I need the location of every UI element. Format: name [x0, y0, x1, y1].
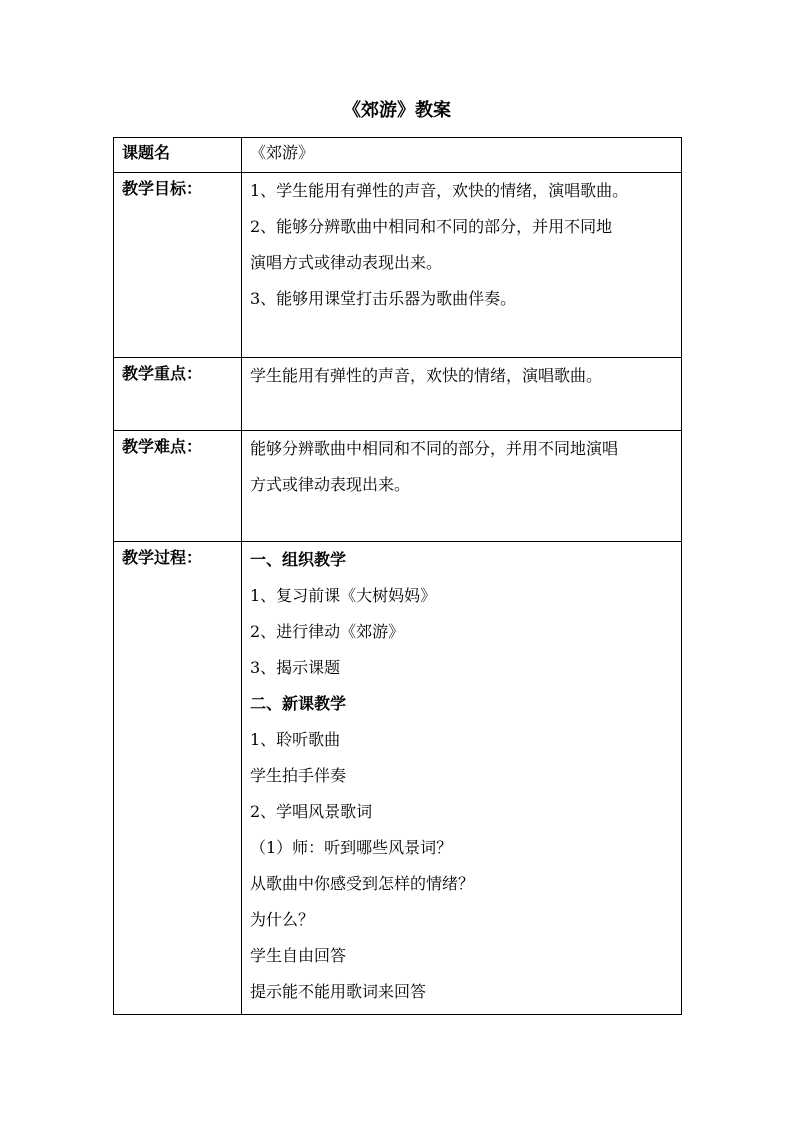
- content-line: 提示能不能用歌词来回答: [250, 982, 427, 1001]
- content-line: 从歌曲中你感受到怎样的情绪？: [250, 874, 475, 893]
- table-row-topic: [114, 138, 682, 173]
- content-line: 演唱方式或律动表现出来。: [250, 253, 443, 272]
- content-cell: [242, 431, 682, 542]
- label-cell: [114, 431, 242, 542]
- lesson-plan-body: [114, 138, 682, 1015]
- label-cell: [114, 173, 242, 358]
- page-title: 《郊游》教案: [343, 100, 451, 121]
- content-line: 2、进行律动《郊游》: [250, 622, 405, 641]
- content-line: 2、学唱风景歌词: [250, 802, 373, 821]
- content-line: 《郊游》: [250, 143, 315, 162]
- content-line: 能够分辨歌曲中相同和不同的部分，并用不同地演唱: [250, 439, 619, 458]
- lesson-plan-table: [113, 137, 682, 1015]
- row-label: 教学难点：: [122, 437, 203, 456]
- label-cell: [114, 542, 242, 1015]
- label-cell: [114, 358, 242, 431]
- content-cell: [242, 542, 682, 1015]
- section-heading: 一、组织教学: [250, 550, 347, 569]
- table-row-process: [114, 542, 682, 1015]
- row-label: 教学重点：: [122, 364, 203, 383]
- label-cell: [114, 138, 242, 173]
- content-line: 学生自由回答: [250, 946, 347, 965]
- content-cell: [242, 173, 682, 358]
- content-line: （1）师：听到哪些风景词？: [250, 838, 453, 857]
- content-line: 1、聆听歌曲: [250, 730, 341, 749]
- row-label: 课题名: [122, 143, 171, 162]
- content-line: 2、能够分辨歌曲中相同和不同的部分，并用不同地: [250, 217, 613, 236]
- content-line: 为什么？: [250, 910, 315, 929]
- table-row-difficulties: [114, 431, 682, 542]
- content-line: 1、学生能用有弹性的声音，欢快的情绪，演唱歌曲。: [250, 181, 629, 200]
- row-label: 教学目标：: [122, 179, 203, 198]
- content-line: 3、能够用课堂打击乐器为歌曲伴奏。: [250, 289, 517, 308]
- content-line: 方式或律动表现出来。: [250, 475, 411, 494]
- section-heading: 二、新课教学: [250, 694, 347, 713]
- content-line: 学生能用有弹性的声音，欢快的情绪，演唱歌曲。: [250, 366, 603, 385]
- content-line: 1、复习前课《大树妈妈》: [250, 586, 437, 605]
- content-cell: [242, 358, 682, 431]
- table-row-key-points: [114, 358, 682, 431]
- content-line: 学生拍手伴奏: [250, 766, 347, 785]
- table-row-objectives: [114, 173, 682, 358]
- content-line: 3、揭示课题: [250, 658, 341, 677]
- row-label: 教学过程：: [122, 548, 203, 567]
- content-cell: [242, 138, 682, 173]
